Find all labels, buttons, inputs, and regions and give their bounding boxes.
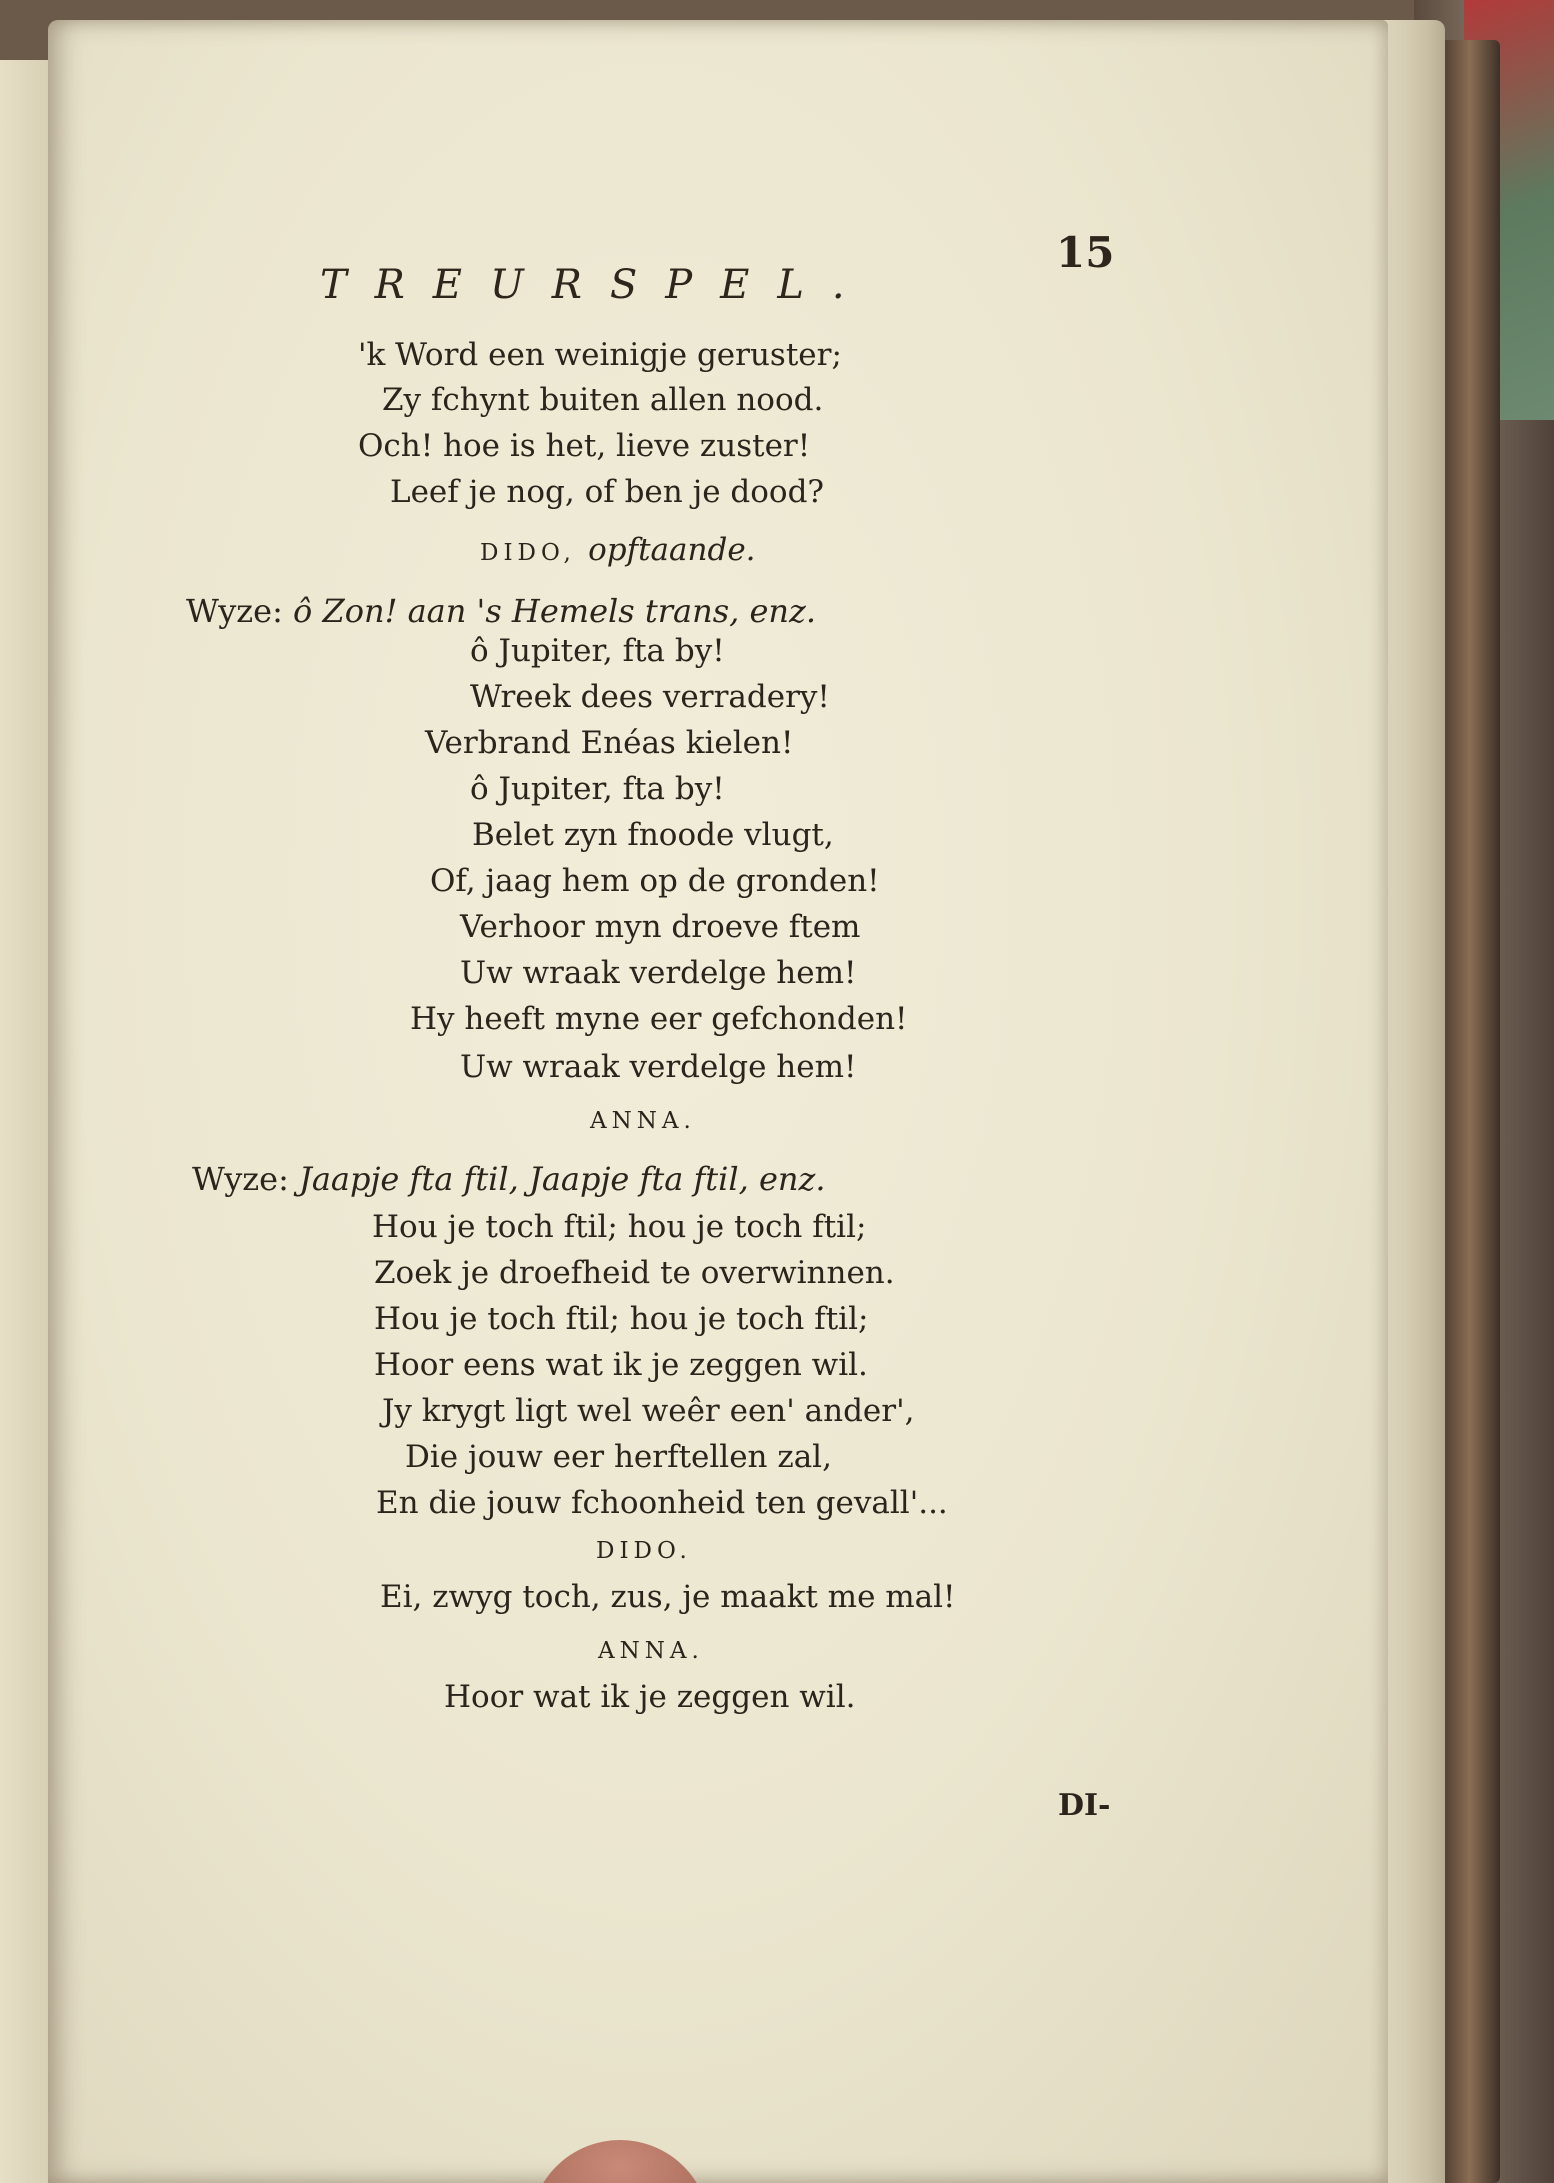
verse-line: Hy heeft myne eer gefchonden! — [410, 1001, 908, 1037]
verse-line: Och! hoe is het, lieve zuster! — [358, 428, 811, 464]
page-number: 15 — [1056, 228, 1115, 277]
verse-line: Verhoor myn droeve ftem — [460, 909, 861, 945]
verse-line: 'k Word een weinigje geruster; — [358, 337, 842, 373]
verse-line: Uw wraak verdelge hem! — [460, 955, 857, 991]
verse-line: Leef je nog, of ben je dood? — [390, 474, 825, 510]
catchword: DI- — [1058, 1788, 1111, 1823]
verse-line: Die jouw eer herftellen zal, — [405, 1439, 832, 1475]
tune-label: Wyze: — [192, 1160, 289, 1198]
tune-indication — [192, 1160, 826, 1198]
book-cover-edge — [1440, 40, 1500, 2183]
verse-line: ô Jupiter, fta by! — [470, 771, 725, 807]
verse-line: Zy fchynt buiten allen nood. — [382, 382, 824, 418]
speaker-heading: DIDO. — [596, 1538, 692, 1564]
speaker-name: DIDO, — [480, 540, 576, 566]
speaker-heading — [480, 532, 756, 568]
verse-line: Uw wraak verdelge hem! — [460, 1049, 857, 1085]
verse-line: En die jouw fchoonheid ten gevall'... — [376, 1485, 948, 1521]
speaker-heading: ANNA. — [590, 1108, 696, 1134]
verse-line: Of, jaag hem op de gronden! — [430, 863, 880, 899]
verse-line: ô Jupiter, fta by! — [470, 633, 725, 669]
verse-line: Hou je toch ftil; hou je toch ftil; — [372, 1209, 867, 1245]
verse-line: Hou je toch ftil; hou je toch ftil; — [374, 1301, 869, 1337]
tune-title: Jaapje fta ftil, Jaapje fta ftil, enz. — [299, 1160, 826, 1198]
verse-line: Hoor eens wat ik je zeggen wil. — [374, 1347, 868, 1383]
verse-line: Belet zyn fnoode vlugt, — [472, 817, 834, 853]
verse-line: Verbrand Enéas kielen! — [425, 725, 794, 761]
verse-line: Jy krygt ligt wel weêr een' ander', — [382, 1393, 915, 1429]
tune-indication — [186, 592, 816, 630]
running-head: TREURSPEL. — [320, 262, 873, 308]
verse-line: Wreek dees verradery! — [470, 679, 830, 715]
verse-line: Ei, zwyg toch, zus, je maakt me mal! — [380, 1579, 956, 1615]
tune-label: Wyze: — [186, 592, 283, 630]
speaker-heading: ANNA. — [598, 1638, 704, 1664]
verse-line: Hoor wat ik je zeggen wil. — [444, 1679, 856, 1715]
stage-direction: opftaande. — [588, 532, 756, 568]
tune-title: ô Zon! aan 's Hemels trans, enz. — [293, 592, 817, 630]
verse-line: Zoek je droefheid te overwinnen. — [374, 1255, 895, 1291]
